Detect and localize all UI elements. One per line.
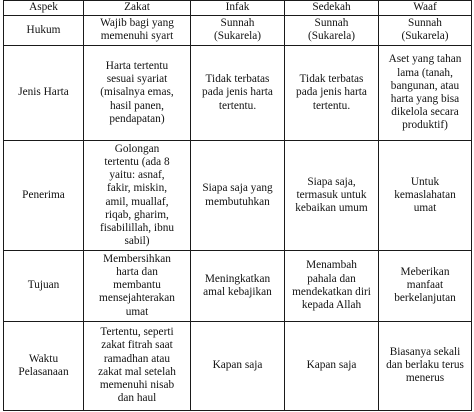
cell-sedekah: Menambah pahala dan mendekatkan diri kepada Allah bbox=[285, 250, 379, 321]
cell-sedekah: Tidak terbatas pada jenis harta tertentu. bbox=[285, 45, 379, 141]
cell-waaf: Sunnah (Sukarela) bbox=[379, 16, 472, 46]
cell-zakat: Tertentu, seperti zakat fitrah saat ramadhan atau zakat mal setelah memenuhi nisab dan haul bbox=[84, 321, 191, 410]
cell-waaf: Biasanya sekali dan berlaku terus menerus bbox=[379, 321, 472, 410]
cell-zakat: Harta tertentu sesuai syariat (misalnya emas, hasil panen, pendapatan) bbox=[84, 45, 191, 141]
comparison-document bbox=[3, 0, 471, 411]
cell-zakat: Membersihkan harta dan membantu mensejahterakan umat bbox=[84, 250, 191, 321]
header-zakat: Zakat bbox=[84, 1, 191, 16]
cell-aspect: Tujuan bbox=[4, 250, 84, 321]
cell-sedekah: Kapan saja bbox=[285, 321, 379, 410]
cell-waaf: Untuk kemaslahatan umat bbox=[379, 141, 472, 251]
table-row bbox=[4, 141, 472, 251]
cell-infak: Siapa saja yang membutuhkan bbox=[191, 141, 285, 251]
cell-zakat: Golongan tertentu (ada 8 yaitu: asnaf, fakir, miskin, amil, muallaf, riqab, gharim, fisabilillah, ibnu sabil) bbox=[84, 141, 191, 251]
table-row bbox=[4, 250, 472, 321]
cell-infak: Tidak terbatas pada jenis harta tertentu. bbox=[191, 45, 285, 141]
header-row bbox=[4, 1, 472, 16]
cell-infak: Kapan saja bbox=[191, 321, 285, 410]
cell-infak: Sunnah (Sukarela) bbox=[191, 16, 285, 46]
cell-waaf: Aset yang tahan lama (tanah, bangunan, atau harta yang bisa dikelola secara produktif) bbox=[379, 45, 472, 141]
table-row bbox=[4, 45, 472, 141]
cell-zakat: Wajib bagi yang memenuhi syart bbox=[84, 16, 191, 46]
table-row bbox=[4, 16, 472, 46]
table-row bbox=[4, 321, 472, 410]
cell-waaf: Meberikan manfaat berkelanjutan bbox=[379, 250, 472, 321]
cell-aspect: Jenis Harta bbox=[4, 45, 84, 141]
header-sedekah: Sedekah bbox=[285, 1, 379, 16]
cell-aspect: Penerima bbox=[4, 141, 84, 251]
header-aspek: Aspek bbox=[4, 1, 84, 16]
cell-sedekah: Sunnah (Sukarela) bbox=[285, 16, 379, 46]
cell-infak: Meningkatkan amal kebajikan bbox=[191, 250, 285, 321]
header-waaf: Waaf bbox=[379, 1, 472, 16]
cell-sedekah: Siapa saja, termasuk untuk kebaikan umum bbox=[285, 141, 379, 251]
cell-aspect: Waktu Pelasanaan bbox=[4, 321, 84, 410]
comparison-table bbox=[3, 0, 472, 411]
header-infak: Infak bbox=[191, 1, 285, 16]
cell-aspect: Hukum bbox=[4, 16, 84, 46]
